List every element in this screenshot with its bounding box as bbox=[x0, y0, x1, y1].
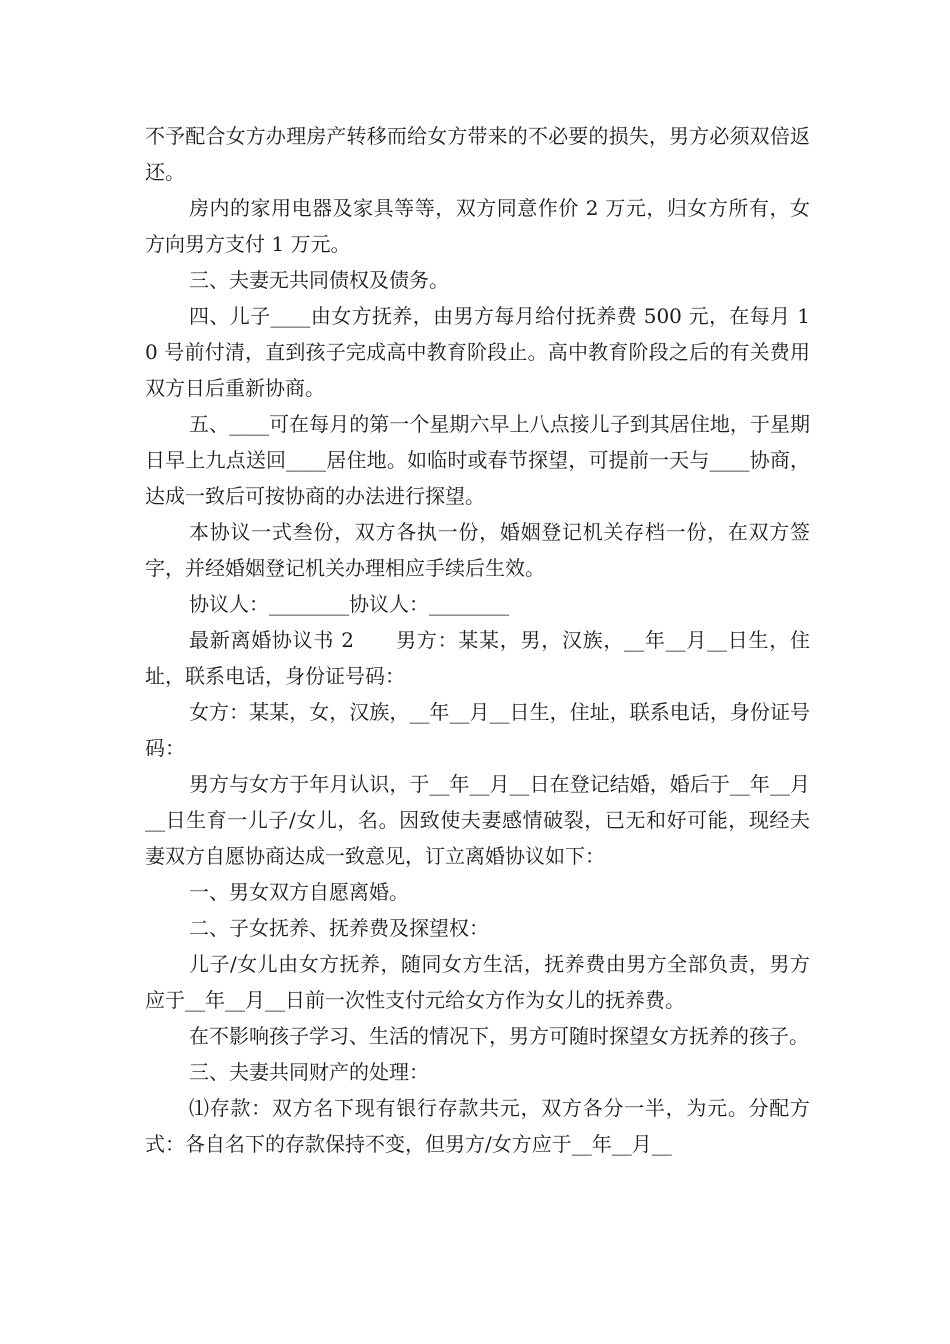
paragraph-signatories: 协议人：________协议人：________ bbox=[189, 592, 509, 616]
paragraph-copies: 本协议一式叁份，双方各执一份，婚姻登记机关存档一份，在双方签字，并经婚姻登记机关办理相应手续后生效。 bbox=[145, 520, 810, 580]
paragraph-continuation: 不予配合女方办理房产转移而给女方带来的不必要的损失，男方必须双倍返还。 bbox=[145, 124, 810, 184]
document-body bbox=[145, 118, 810, 1162]
paragraph-appliances: 房内的家用电器及家具等等，双方同意作价 2 万元，归女方所有，女方向男方支付 1 万元。 bbox=[145, 196, 810, 256]
paragraph-clause-2-heading: 二、子女抚养、抚养费及探望权： bbox=[189, 916, 489, 940]
paragraph-custody-detail: 儿子/女儿由女方抚养，随同女方生活，抚养费由男方全部负责，男方应于__年__月__日前一次性支付元给女方作为女儿的抚养费。 bbox=[145, 952, 810, 1012]
paragraph-visitation: 五、____可在每月的第一个星期六早上八点接儿子到其居住地，于星期日早上九点送回____居住地。如临时或春节探望，可提前一天与____协商，达成一致后可按协商的办法进行探望。 bbox=[145, 412, 810, 508]
paragraph-wife: 女方：某某，女，汉族，__年__月__日生，住址，联系电话，身份证号码： bbox=[145, 700, 810, 760]
paragraph-background: 男方与女方于年月认识，于__年__月__日在登记结婚，婚后于__年__月__日生育一儿子/女儿，名。因致使夫妻感情破裂，已无和好可能，现经夫妻双方自愿协商达成一致意见，订立离婚协议如下： bbox=[145, 772, 810, 868]
paragraph-savings: ⑴存款：双方名下现有银行存款共元，双方各分一半，为元。分配方式：各自名下的存款保持不变，但男方/女方应于__年__月__ bbox=[145, 1096, 810, 1156]
paragraph-debts: 三、夫妻无共同债权及债务。 bbox=[189, 268, 449, 292]
paragraph-child-custody: 四、儿子____由女方抚养，由男方每月给付抚养费 500 元，在每月 10 号前付清，直到孩子完成高中教育阶段止。高中教育阶段之后的有关费用双方日后重新协商。 bbox=[145, 304, 810, 400]
paragraph-clause-1: 一、男女双方自愿离婚。 bbox=[189, 880, 409, 904]
paragraph-agreement-2-husband: 最新离婚协议书 2 男方：某某，男，汉族，__年__月__日生，住址，联系电话，身份证号码： bbox=[145, 628, 810, 688]
paragraph-visitation-detail: 在不影响孩子学习、生活的情况下，男方可随时探望女方抚养的孩子。 bbox=[189, 1024, 809, 1048]
paragraph-clause-3-heading: 三、夫妻共同财产的处理： bbox=[189, 1060, 429, 1084]
